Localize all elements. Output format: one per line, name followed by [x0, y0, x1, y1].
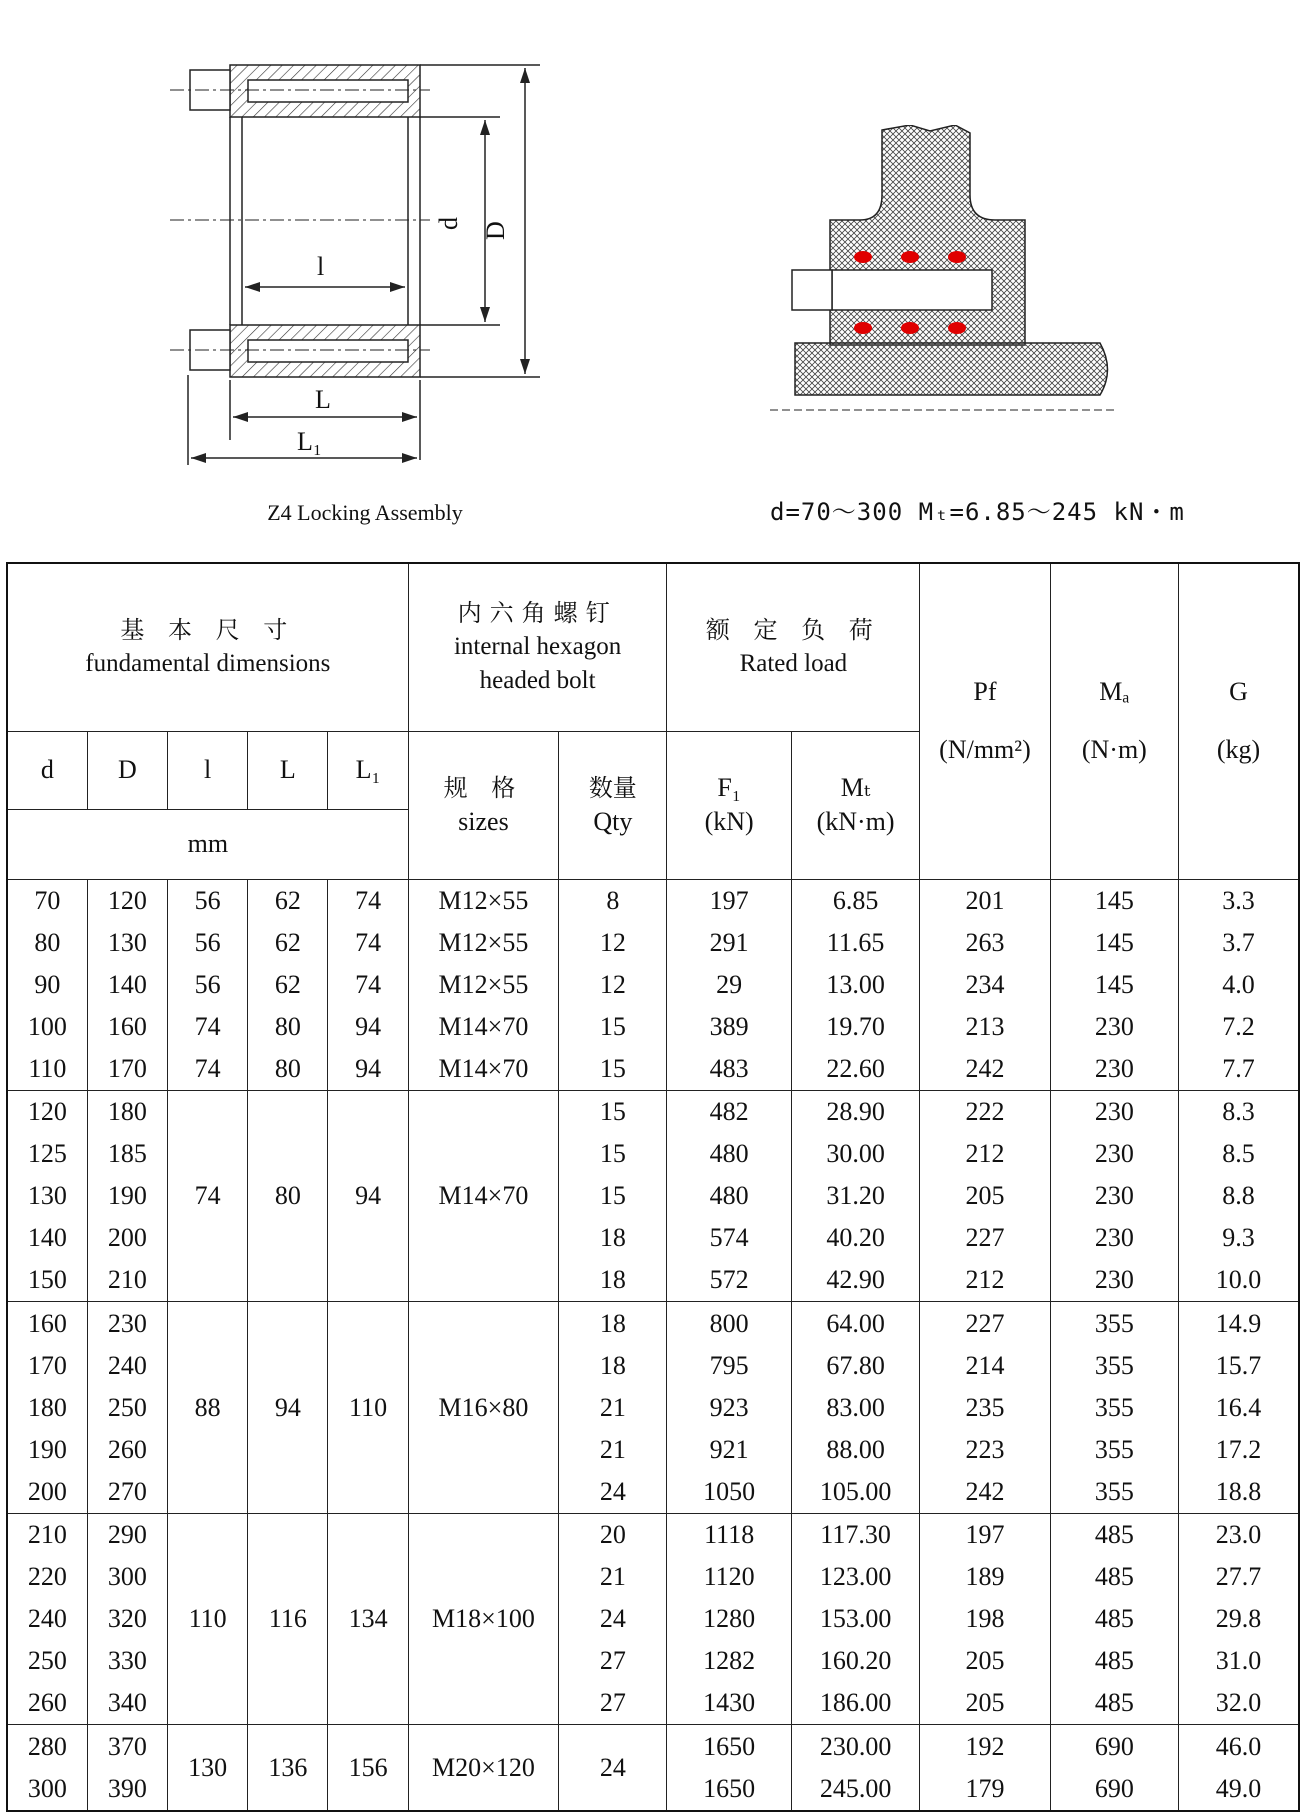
table-cell: 15: [559, 1175, 667, 1217]
table-cell: 574: [667, 1217, 791, 1259]
table-cell: 483: [667, 1048, 791, 1091]
table-row: [7, 1302, 1299, 1345]
header-text: 额 定 负 荷: [705, 616, 881, 645]
table-cell: 205: [920, 1175, 1050, 1217]
table-cell: 300: [87, 1556, 167, 1598]
table-cell: 485: [1050, 1640, 1178, 1682]
table-cell: 197: [920, 1513, 1050, 1556]
table-cell: 212: [920, 1133, 1050, 1175]
table-cell: 210: [87, 1259, 167, 1302]
table-cell: 80: [248, 1048, 328, 1091]
table-cell: 270: [87, 1471, 167, 1514]
table-cell: 62: [248, 964, 328, 1006]
header-text: Mₜ: [840, 773, 871, 802]
table-cell: 230: [1050, 1217, 1178, 1259]
table-cell: 220: [7, 1556, 87, 1598]
table-cell: 18: [559, 1259, 667, 1302]
table-cell: 74: [167, 1090, 247, 1301]
table-cell: 190: [87, 1175, 167, 1217]
table-cell: 134: [328, 1513, 408, 1724]
table-cell: 70: [7, 879, 87, 922]
table-cell: 6.85: [791, 879, 919, 922]
table-cell: 1430: [667, 1682, 791, 1725]
table-cell: 22.60: [791, 1048, 919, 1091]
header-text: (N/mm²): [939, 735, 1031, 765]
header-text: F₁: [717, 773, 741, 802]
table-cell: 185: [87, 1133, 167, 1175]
table-cell: 212: [920, 1259, 1050, 1302]
table-cell: 192: [920, 1725, 1050, 1768]
table-cell: 94: [328, 1048, 408, 1091]
table-cell: 795: [667, 1345, 791, 1387]
table-cell: 8.5: [1179, 1133, 1299, 1175]
header-l: l: [167, 731, 247, 809]
table-cell: M20×120: [408, 1725, 558, 1811]
header-text: (kN·m): [816, 807, 895, 836]
table-cell: 480: [667, 1175, 791, 1217]
header-bolt: [408, 563, 667, 731]
table-cell: 189: [920, 1556, 1050, 1598]
table-cell: 130: [87, 922, 167, 964]
table-cell: M14×70: [408, 1006, 558, 1048]
table-cell: 485: [1050, 1513, 1178, 1556]
table-cell: 485: [1050, 1556, 1178, 1598]
header-mm-unit: mm: [7, 809, 408, 879]
table-cell: 15.7: [1179, 1345, 1299, 1387]
table-cell: 18: [559, 1217, 667, 1259]
table-cell: 291: [667, 922, 791, 964]
table-cell: 17.2: [1179, 1429, 1299, 1471]
table-cell: 116: [248, 1513, 328, 1724]
header-text: (kN): [704, 807, 754, 836]
table-cell: 201: [920, 879, 1050, 922]
table-cell: M14×70: [408, 1048, 558, 1091]
table-cell: 230: [1050, 1175, 1178, 1217]
table-cell: 145: [1050, 964, 1178, 1006]
table-cell: 690: [1050, 1725, 1178, 1768]
table-cell: 46.0: [1179, 1725, 1299, 1768]
table-cell: 690: [1050, 1768, 1178, 1811]
header-pf: [920, 563, 1050, 879]
dim-label-D: D: [481, 221, 510, 240]
table-cell: 125: [7, 1133, 87, 1175]
table-cell: 29.8: [1179, 1598, 1299, 1640]
table-cell: 88.00: [791, 1429, 919, 1471]
table-cell: 230: [87, 1302, 167, 1345]
header-text: internal hexagon: [453, 633, 622, 661]
table-cell: 31.0: [1179, 1640, 1299, 1682]
header-sizes: [408, 731, 558, 879]
table-cell: 485: [1050, 1682, 1178, 1725]
table-cell: 485: [1050, 1598, 1178, 1640]
table-cell: 32.0: [1179, 1682, 1299, 1725]
table-cell: 110: [328, 1302, 408, 1513]
table-cell: 1050: [667, 1471, 791, 1514]
table-cell: 1120: [667, 1556, 791, 1598]
table-cell: 320: [87, 1598, 167, 1640]
table-cell: 240: [7, 1598, 87, 1640]
table-cell: 145: [1050, 879, 1178, 922]
table-cell: 145: [1050, 922, 1178, 964]
table-cell: 170: [87, 1048, 167, 1091]
table-cell: 94: [328, 1006, 408, 1048]
table-cell: 213: [920, 1006, 1050, 1048]
table-cell: M14×70: [408, 1090, 558, 1301]
table-cell: 74: [328, 964, 408, 1006]
table-cell: 27.7: [1179, 1556, 1299, 1598]
table-cell: 250: [7, 1640, 87, 1682]
table-cell: 234: [920, 964, 1050, 1006]
table-cell: 240: [87, 1345, 167, 1387]
table-cell: 83.00: [791, 1387, 919, 1429]
table-cell: 117.30: [791, 1513, 919, 1556]
header-text: 基 本 尺 寸: [120, 616, 296, 645]
table-cell: 1282: [667, 1640, 791, 1682]
table-cell: 67.80: [791, 1345, 919, 1387]
table-cell: 210: [7, 1513, 87, 1556]
table-cell: 355: [1050, 1302, 1178, 1345]
table-cell: 4.0: [1179, 964, 1299, 1006]
dim-label-d: d: [434, 217, 463, 230]
table-cell: 245.00: [791, 1768, 919, 1811]
header-text: 规 格: [443, 774, 524, 802]
table-cell: 140: [7, 1217, 87, 1259]
header-text: Rated load: [739, 650, 848, 678]
table-cell: 80: [7, 922, 87, 964]
table-cell: 13.00: [791, 964, 919, 1006]
table-cell: 24: [559, 1471, 667, 1514]
header-text: fundamental dimensions: [85, 650, 331, 678]
table-cell: 130: [167, 1725, 247, 1811]
table-row: [7, 1048, 1299, 1091]
table-cell: 3.3: [1179, 879, 1299, 922]
table-cell: 7.2: [1179, 1006, 1299, 1048]
table-cell: 160: [7, 1302, 87, 1345]
table-cell: 280: [7, 1725, 87, 1768]
table-cell: 11.65: [791, 922, 919, 964]
table-cell: 180: [7, 1387, 87, 1429]
header-qty: [559, 731, 667, 879]
table-cell: 160: [87, 1006, 167, 1048]
header-mt: [791, 731, 919, 879]
table-cell: 80: [248, 1006, 328, 1048]
table-cell: 170: [7, 1345, 87, 1387]
table-cell: 205: [920, 1682, 1050, 1725]
table-cell: 27: [559, 1640, 667, 1682]
table-cell: 260: [87, 1429, 167, 1471]
table-cell: 330: [87, 1640, 167, 1682]
table-cell: 1650: [667, 1768, 791, 1811]
table-cell: 921: [667, 1429, 791, 1471]
table-cell: 94: [248, 1302, 328, 1513]
table-cell: 355: [1050, 1429, 1178, 1471]
table-row: [7, 964, 1299, 1006]
table-cell: 110: [7, 1048, 87, 1091]
table-cell: 222: [920, 1090, 1050, 1133]
table-cell: 160.20: [791, 1640, 919, 1682]
table-cell: 100: [7, 1006, 87, 1048]
table-cell: 10.0: [1179, 1259, 1299, 1302]
table-cell: 355: [1050, 1471, 1178, 1514]
table-cell: 120: [7, 1090, 87, 1133]
table-cell: M18×100: [408, 1513, 558, 1724]
table-cell: 8.8: [1179, 1175, 1299, 1217]
table-cell: 56: [167, 879, 247, 922]
table-cell: 200: [87, 1217, 167, 1259]
header-text: G: [1229, 677, 1248, 707]
table-cell: 14.9: [1179, 1302, 1299, 1345]
table-row: [7, 1090, 1299, 1133]
header-g: [1179, 563, 1299, 879]
table-cell: 153.00: [791, 1598, 919, 1640]
table-cell: 355: [1050, 1387, 1178, 1429]
table-cell: 64.00: [791, 1302, 919, 1345]
table-cell: 123.00: [791, 1556, 919, 1598]
table-cell: M16×80: [408, 1302, 558, 1513]
table-cell: 8.3: [1179, 1090, 1299, 1133]
table-cell: 12: [559, 922, 667, 964]
table-cell: 7.7: [1179, 1048, 1299, 1091]
table-cell: 300: [7, 1768, 87, 1811]
table-cell: 15: [559, 1133, 667, 1175]
table-cell: 923: [667, 1387, 791, 1429]
table-cell: 214: [920, 1345, 1050, 1387]
table-cell: 21: [559, 1429, 667, 1471]
table-cell: 250: [87, 1387, 167, 1429]
header-text: Mₐ: [1099, 677, 1130, 707]
table-cell: 186.00: [791, 1682, 919, 1725]
header-text: Pf: [973, 677, 997, 707]
table-cell: 74: [328, 879, 408, 922]
table-cell: 260: [7, 1682, 87, 1725]
dim-label-L1: L₁: [297, 427, 322, 456]
table-cell: 12: [559, 964, 667, 1006]
table-cell: 230: [1050, 1048, 1178, 1091]
table-cell: 90: [7, 964, 87, 1006]
table-cell: 242: [920, 1048, 1050, 1091]
table-cell: 290: [87, 1513, 167, 1556]
table-cell: 235: [920, 1387, 1050, 1429]
table-cell: 20: [559, 1513, 667, 1556]
header-text: Qty: [593, 807, 633, 836]
header-text: [920, 709, 1049, 733]
table-cell: 130: [7, 1175, 87, 1217]
table-cell: 21: [559, 1556, 667, 1598]
left-drawing-caption: Z4 Locking Assembly: [267, 500, 463, 525]
table-cell: 56: [167, 964, 247, 1006]
table-cell: 227: [920, 1302, 1050, 1345]
table-row: [7, 1006, 1299, 1048]
header-L1: L₁: [328, 731, 408, 809]
header-fundamental-dimensions: [7, 563, 408, 731]
table-row: [7, 1513, 1299, 1556]
table-cell: 340: [87, 1682, 167, 1725]
table-cell: 88: [167, 1302, 247, 1513]
header-text: (N·m): [1081, 735, 1147, 765]
table-cell: 120: [87, 879, 167, 922]
table-cell: 18.8: [1179, 1471, 1299, 1514]
table-cell: M12×55: [408, 922, 558, 964]
table-cell: 56: [167, 922, 247, 964]
table-cell: 140: [87, 964, 167, 1006]
locking-assembly-section-drawing: [160, 40, 580, 490]
table-cell: 230.00: [791, 1725, 919, 1768]
table-cell: 480: [667, 1133, 791, 1175]
table-cell: 242: [920, 1471, 1050, 1514]
table-cell: 16.4: [1179, 1387, 1299, 1429]
table-cell: 42.90: [791, 1259, 919, 1302]
table-cell: 156: [328, 1725, 408, 1811]
table-cell: 355: [1050, 1345, 1178, 1387]
table-row: [7, 1725, 1299, 1768]
table-cell: 482: [667, 1090, 791, 1133]
table-cell: 223: [920, 1429, 1050, 1471]
table-cell: 3.7: [1179, 922, 1299, 964]
table-cell: 24: [559, 1725, 667, 1811]
table-cell: 74: [167, 1048, 247, 1091]
table-row: [7, 879, 1299, 922]
table-cell: 24: [559, 1598, 667, 1640]
table-cell: 370: [87, 1725, 167, 1768]
header-rated-load: [667, 563, 920, 731]
table-cell: 230: [1050, 1259, 1178, 1302]
table-cell: 19.70: [791, 1006, 919, 1048]
table-cell: 80: [248, 1090, 328, 1301]
table-cell: 205: [920, 1640, 1050, 1682]
table-cell: 15: [559, 1090, 667, 1133]
table-cell: 227: [920, 1217, 1050, 1259]
table-cell: 1118: [667, 1513, 791, 1556]
table-cell: 179: [920, 1768, 1050, 1811]
table-cell: 74: [167, 1006, 247, 1048]
table-cell: 110: [167, 1513, 247, 1724]
header-text: 内六角螺钉: [457, 599, 618, 628]
table-cell: 198: [920, 1598, 1050, 1640]
table-cell: 94: [328, 1090, 408, 1301]
table-cell: 49.0: [1179, 1768, 1299, 1811]
table-cell: M12×55: [408, 964, 558, 1006]
table-cell: 74: [328, 922, 408, 964]
table-cell: 1650: [667, 1725, 791, 1768]
right-drawing-caption: d=70～300 Mₜ=6.85～245 kN・m: [770, 498, 1185, 526]
table-cell: 18: [559, 1302, 667, 1345]
table-cell: 230: [1050, 1090, 1178, 1133]
header-ma: [1050, 563, 1178, 879]
table-cell: 389: [667, 1006, 791, 1048]
table-cell: 105.00: [791, 1471, 919, 1514]
table-cell: 23.0: [1179, 1513, 1299, 1556]
table-cell: 62: [248, 922, 328, 964]
table-cell: 27: [559, 1682, 667, 1725]
table-cell: 572: [667, 1259, 791, 1302]
table-cell: 136: [248, 1725, 328, 1811]
table-row: [7, 922, 1299, 964]
table-cell: 21: [559, 1387, 667, 1429]
specification-table: [6, 562, 1300, 1812]
table-cell: 230: [1050, 1006, 1178, 1048]
table-cell: 263: [920, 922, 1050, 964]
table-cell: 197: [667, 879, 791, 922]
header-text: [1179, 709, 1298, 733]
table-cell: 230: [1050, 1133, 1178, 1175]
header-L: L: [248, 731, 328, 809]
installation-section-drawing: [770, 125, 1130, 425]
header-text: [1051, 709, 1178, 733]
header-d: d: [7, 731, 87, 809]
table-cell: 62: [248, 879, 328, 922]
dim-label-l: l: [317, 252, 325, 281]
table-cell: 15: [559, 1048, 667, 1091]
header-text: 数量: [588, 774, 637, 802]
header-text: (kg): [1216, 735, 1261, 765]
table-row: [7, 563, 1299, 731]
table-cell: 29: [667, 964, 791, 1006]
table-cell: 180: [87, 1090, 167, 1133]
table-cell: 200: [7, 1471, 87, 1514]
header-text: sizes: [458, 807, 509, 836]
table-cell: 150: [7, 1259, 87, 1302]
table-cell: 800: [667, 1302, 791, 1345]
table-cell: 8: [559, 879, 667, 922]
header-f1: [667, 731, 791, 879]
table-cell: 31.20: [791, 1175, 919, 1217]
table-cell: 1280: [667, 1598, 791, 1640]
table-cell: 30.00: [791, 1133, 919, 1175]
header-D: D: [87, 731, 167, 809]
table-cell: 28.90: [791, 1090, 919, 1133]
table-cell: 390: [87, 1768, 167, 1811]
header-text: headed bolt: [479, 667, 596, 695]
table-cell: 18: [559, 1345, 667, 1387]
dim-label-L: L: [315, 385, 331, 414]
table-cell: 15: [559, 1006, 667, 1048]
table-cell: 190: [7, 1429, 87, 1471]
table-cell: 9.3: [1179, 1217, 1299, 1259]
table-cell: M12×55: [408, 879, 558, 922]
table-cell: 40.20: [791, 1217, 919, 1259]
